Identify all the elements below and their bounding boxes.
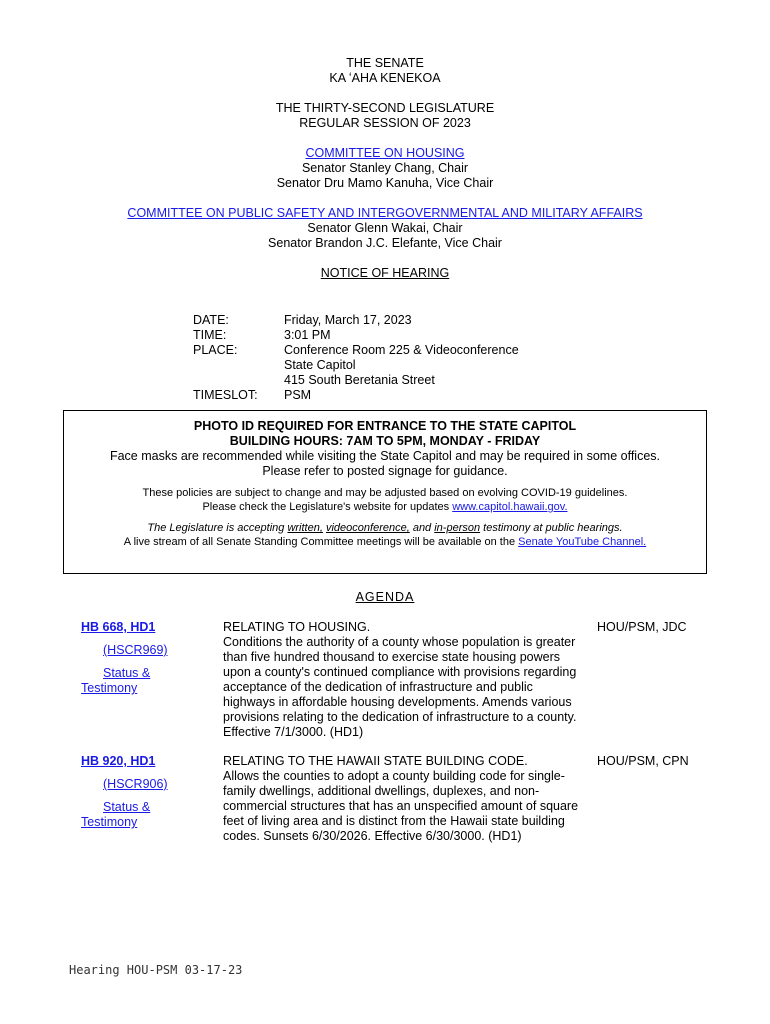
live-stream-notice: A live stream of all Senate Standing Committee meetings will be available on the Senate YouTube Channel. (123, 536, 647, 548)
status-testimony-link-hb920[interactable]: Status & Testimony (81, 800, 151, 829)
referral-hb920: HOU/PSM, CPN (597, 754, 689, 768)
committee-housing-chair: Senator Stanley Chang, Chair (301, 161, 469, 175)
place-value-address: 415 South Beretania Street (284, 373, 435, 387)
bill-description-hb668: Conditions the authority of a county whose population is greater than five hundred thousand to exercise state housing powers upon a county's continued compliance with provisions regarding acceptance of the dedication of infrastructure and public highways in affordable housing developments. Amends various provisions relating to the dedication of infrastructure to a county. Effective 7/1/3000. (HD1) (223, 635, 577, 739)
status-testimony-link-hb668[interactable]: Status & Testimony (81, 666, 151, 695)
photo-id-notice: PHOTO ID REQUIRED FOR ENTRANCE TO THE STATE CAPITOL (193, 419, 577, 433)
agenda-item-hb920 (81, 754, 721, 844)
bill-title-hb668: RELATING TO HOUSING. (223, 620, 371, 634)
bill-link-hb668[interactable]: HB 668, HD1 (81, 620, 156, 634)
session-title: REGULAR SESSION OF 2023 (299, 116, 471, 130)
time-label: TIME: (193, 328, 227, 342)
agenda-title: AGENDA (355, 590, 415, 604)
senate-youtube-link[interactable]: Senate YouTube Channel. (518, 536, 647, 548)
building-hours-notice: BUILDING HOURS: 7AM TO 5PM, MONDAY - FRIDAY (229, 434, 541, 448)
signage-notice: Please refer to posted signage for guidance. (262, 464, 508, 478)
bill-description-hb920: Allows the counties to adopt a county building code for single-family dwellings, additional dwellings, duplexes, and non-commercial structures that has an unspecified amount of square feet of living area and is distinct from the Hawaii state building codes. Sunsets 6/30/2026. Effective 6/30/3000. (HD1) (223, 769, 579, 843)
place-value-room: Conference Room 225 & Videoconference (284, 343, 519, 357)
place-value-building: State Capitol (284, 358, 356, 372)
committee-psm-link[interactable]: COMMITTEE ON PUBLIC SAFETY AND INTERGOVERNMENTAL AND MILITARY AFFAIRS (127, 206, 643, 220)
committee-psm-chair: Senator Glenn Wakai, Chair (307, 221, 463, 235)
notice-of-hearing-title: NOTICE OF HEARING (320, 266, 450, 280)
hearing-details (193, 313, 593, 403)
senate-title: THE SENATE (346, 56, 424, 70)
place-label: PLACE: (193, 343, 238, 357)
timeslot-label: TIMESLOT: (193, 388, 258, 402)
committee-psm-vice-chair: Senator Brandon J.C. Elefante, Vice Chair (268, 236, 502, 250)
legislature-title: THE THIRTY-SECOND LEGISLATURE (275, 101, 495, 115)
hscr-link-hb920[interactable]: (HSCR906) (103, 777, 168, 791)
date-value: Friday, March 17, 2023 (284, 313, 412, 327)
bill-title-hb920: RELATING TO THE HAWAII STATE BUILDING CODE. (223, 754, 528, 768)
document-header (0, 56, 770, 281)
senate-hawaiian-title: KA ʻAHA KENEKOA (329, 71, 441, 85)
committee-housing-vice-chair: Senator Dru Mamo Kanuha, Vice Chair (276, 176, 494, 190)
notice-box (63, 410, 707, 574)
policy-update-notice: Please check the Legislature's website for updates www.capitol.hawaii.gov. (202, 501, 568, 513)
agenda-item-hb668 (81, 620, 721, 745)
capitol-website-link[interactable]: www.capitol.hawaii.gov. (452, 501, 568, 513)
face-mask-notice: Face masks are recommended while visiting the State Capitol and may be required in some offices. (109, 449, 661, 463)
page-footer: Hearing HOU-PSM 03-17-23 (69, 963, 243, 977)
testimony-notice: The Legislature is accepting written, videoconference, and in-person testimony at public hearings. (147, 522, 623, 534)
policy-change-notice: These policies are subject to change and may be adjusted based on evolving COVID-19 guidelines. (142, 487, 628, 499)
written-testimony-text: written, (287, 522, 323, 534)
referral-hb668: HOU/PSM, JDC (597, 620, 687, 634)
time-value: 3:01 PM (284, 328, 331, 342)
committee-housing-link[interactable]: COMMITTEE ON HOUSING (305, 146, 465, 160)
in-person-testimony-text: in-person (434, 522, 481, 534)
bill-link-hb920[interactable]: HB 920, HD1 (81, 754, 156, 768)
videoconference-testimony-text: videoconference, (325, 522, 410, 534)
hscr-link-hb668[interactable]: (HSCR969) (103, 643, 168, 657)
date-label: DATE: (193, 313, 229, 327)
timeslot-value: PSM (284, 388, 312, 402)
